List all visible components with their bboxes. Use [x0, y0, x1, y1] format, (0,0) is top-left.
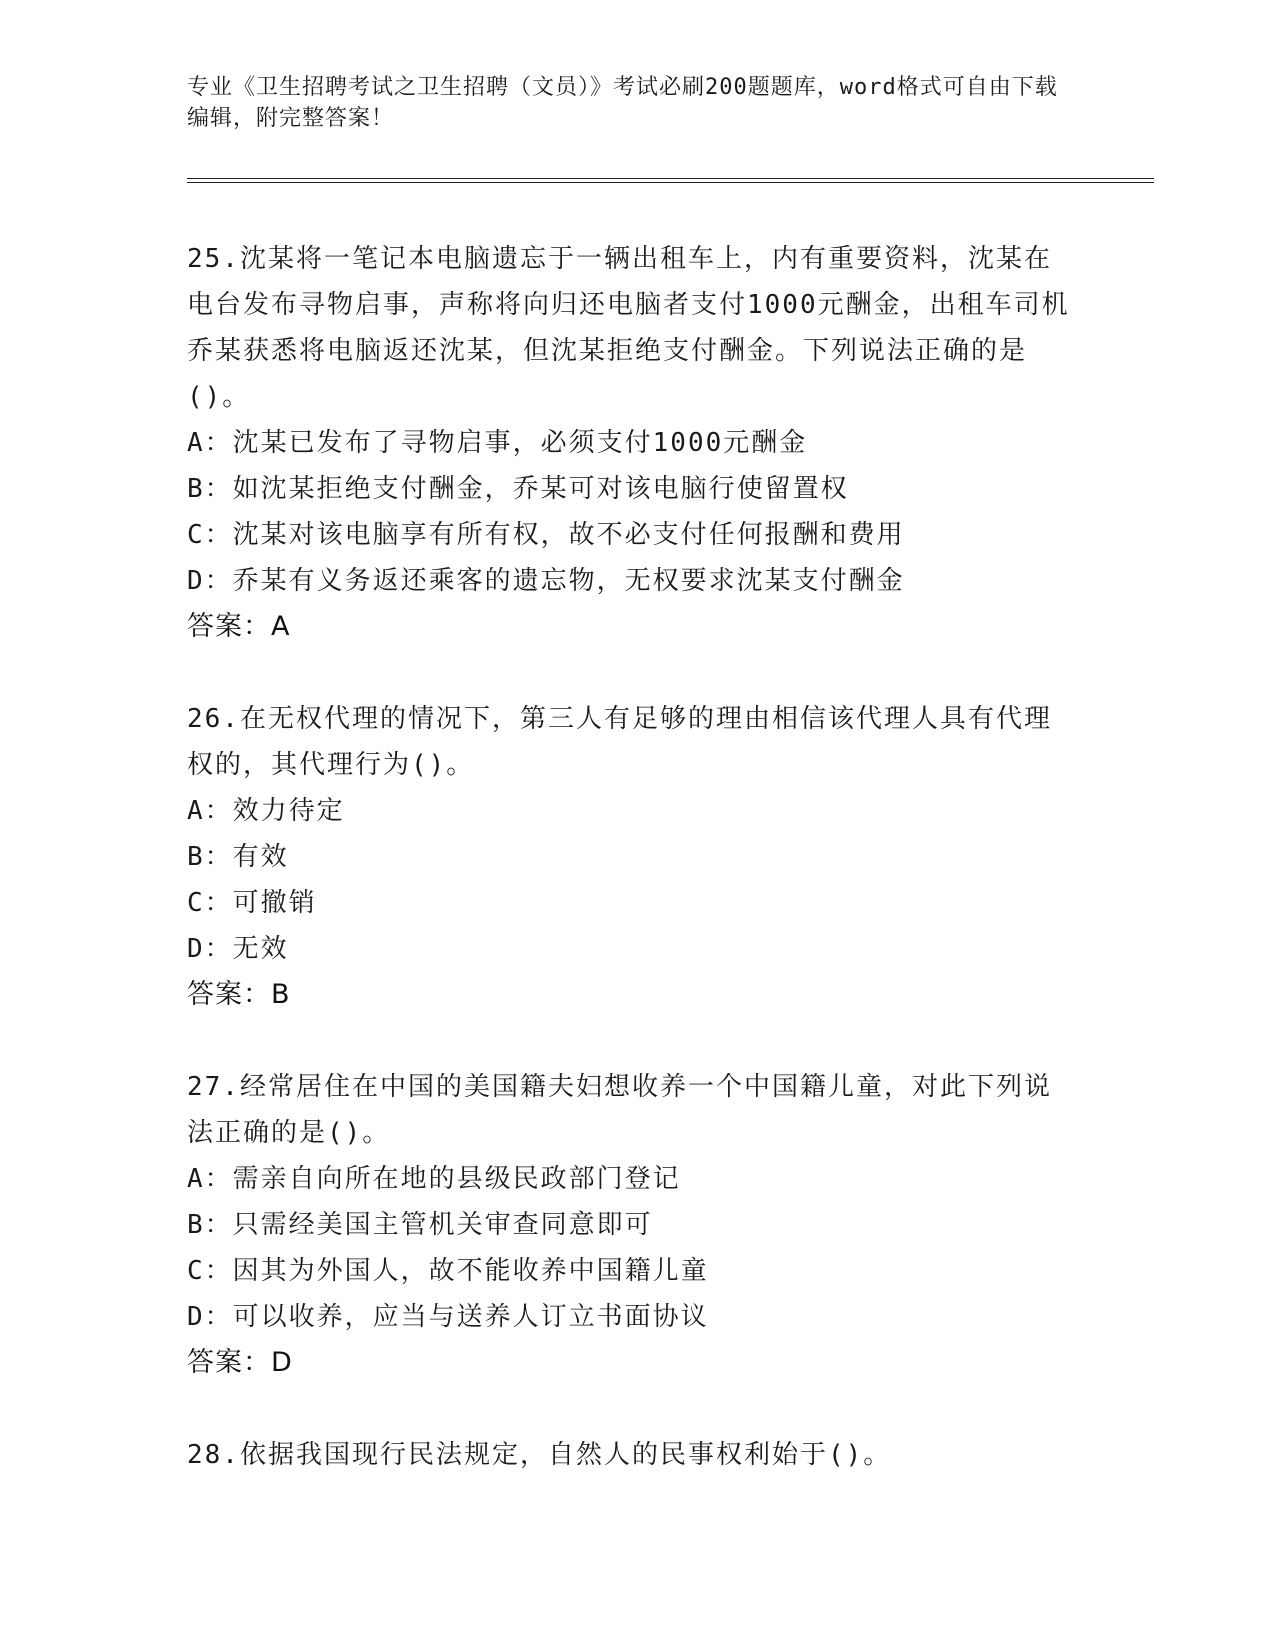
- option-c: C：可撤销: [187, 888, 317, 918]
- option-c: C：因其为外国人，故不能收养中国籍儿童: [187, 1256, 709, 1286]
- answer: 答案：D: [187, 1347, 293, 1378]
- question-stem: 28.依据我国现行民法规定，自然人的民事权利始于()。: [187, 1440, 892, 1470]
- question-26: [187, 696, 1077, 1018]
- answer: 答案：A: [187, 611, 291, 642]
- question-28: [187, 1432, 1077, 1478]
- option-b: B：有效: [187, 842, 289, 872]
- option-b: B：只需经美国主管机关审查同意即可: [187, 1210, 653, 1240]
- option-a: A：需亲自向所在地的县级民政部门登记: [187, 1164, 681, 1194]
- question-stem: 27.经常居住在中国的美国籍夫妇想收养一个中国籍儿童，对此下列说法正确的是()。: [187, 1072, 1052, 1148]
- document-header: 专业《卫生招聘考试之卫生招聘（文员）》考试必刷200题题库，word格式可自由下载编辑，附完整答案！: [187, 75, 1058, 131]
- option-c: C：沈某对该电脑享有所有权，故不必支付任何报酬和费用: [187, 520, 905, 550]
- question-27: [187, 1064, 1077, 1386]
- option-d: D：无效: [187, 934, 289, 964]
- question-stem: 25.沈某将一笔记本电脑遗忘于一辆出租车上，内有重要资料，沈某在电台发布寻物启事，声称将向归还电脑者支付1000元酬金，出租车司机乔某获悉将电脑返还沈某，但沈某拒绝支付酬金。下列说法正确的是()。: [187, 244, 1070, 412]
- answer: 答案：B: [187, 979, 291, 1010]
- option-a: A：沈某已发布了寻物启事，必须支付1000元酬金: [187, 428, 808, 458]
- header-divider: [187, 178, 1154, 183]
- question-list: [187, 236, 1077, 1524]
- option-b: B：如沈某拒绝支付酬金，乔某可对该电脑行使留置权: [187, 474, 849, 504]
- option-d: D：可以收养，应当与送养人订立书面协议: [187, 1302, 709, 1332]
- option-d: D：乔某有义务返还乘客的遗忘物，无权要求沈某支付酬金: [187, 566, 905, 596]
- question-stem: 26.在无权代理的情况下，第三人有足够的理由相信该代理人具有代理权的，其代理行为()。: [187, 704, 1052, 780]
- question-25: [187, 236, 1077, 650]
- option-a: A：效力待定: [187, 796, 345, 826]
